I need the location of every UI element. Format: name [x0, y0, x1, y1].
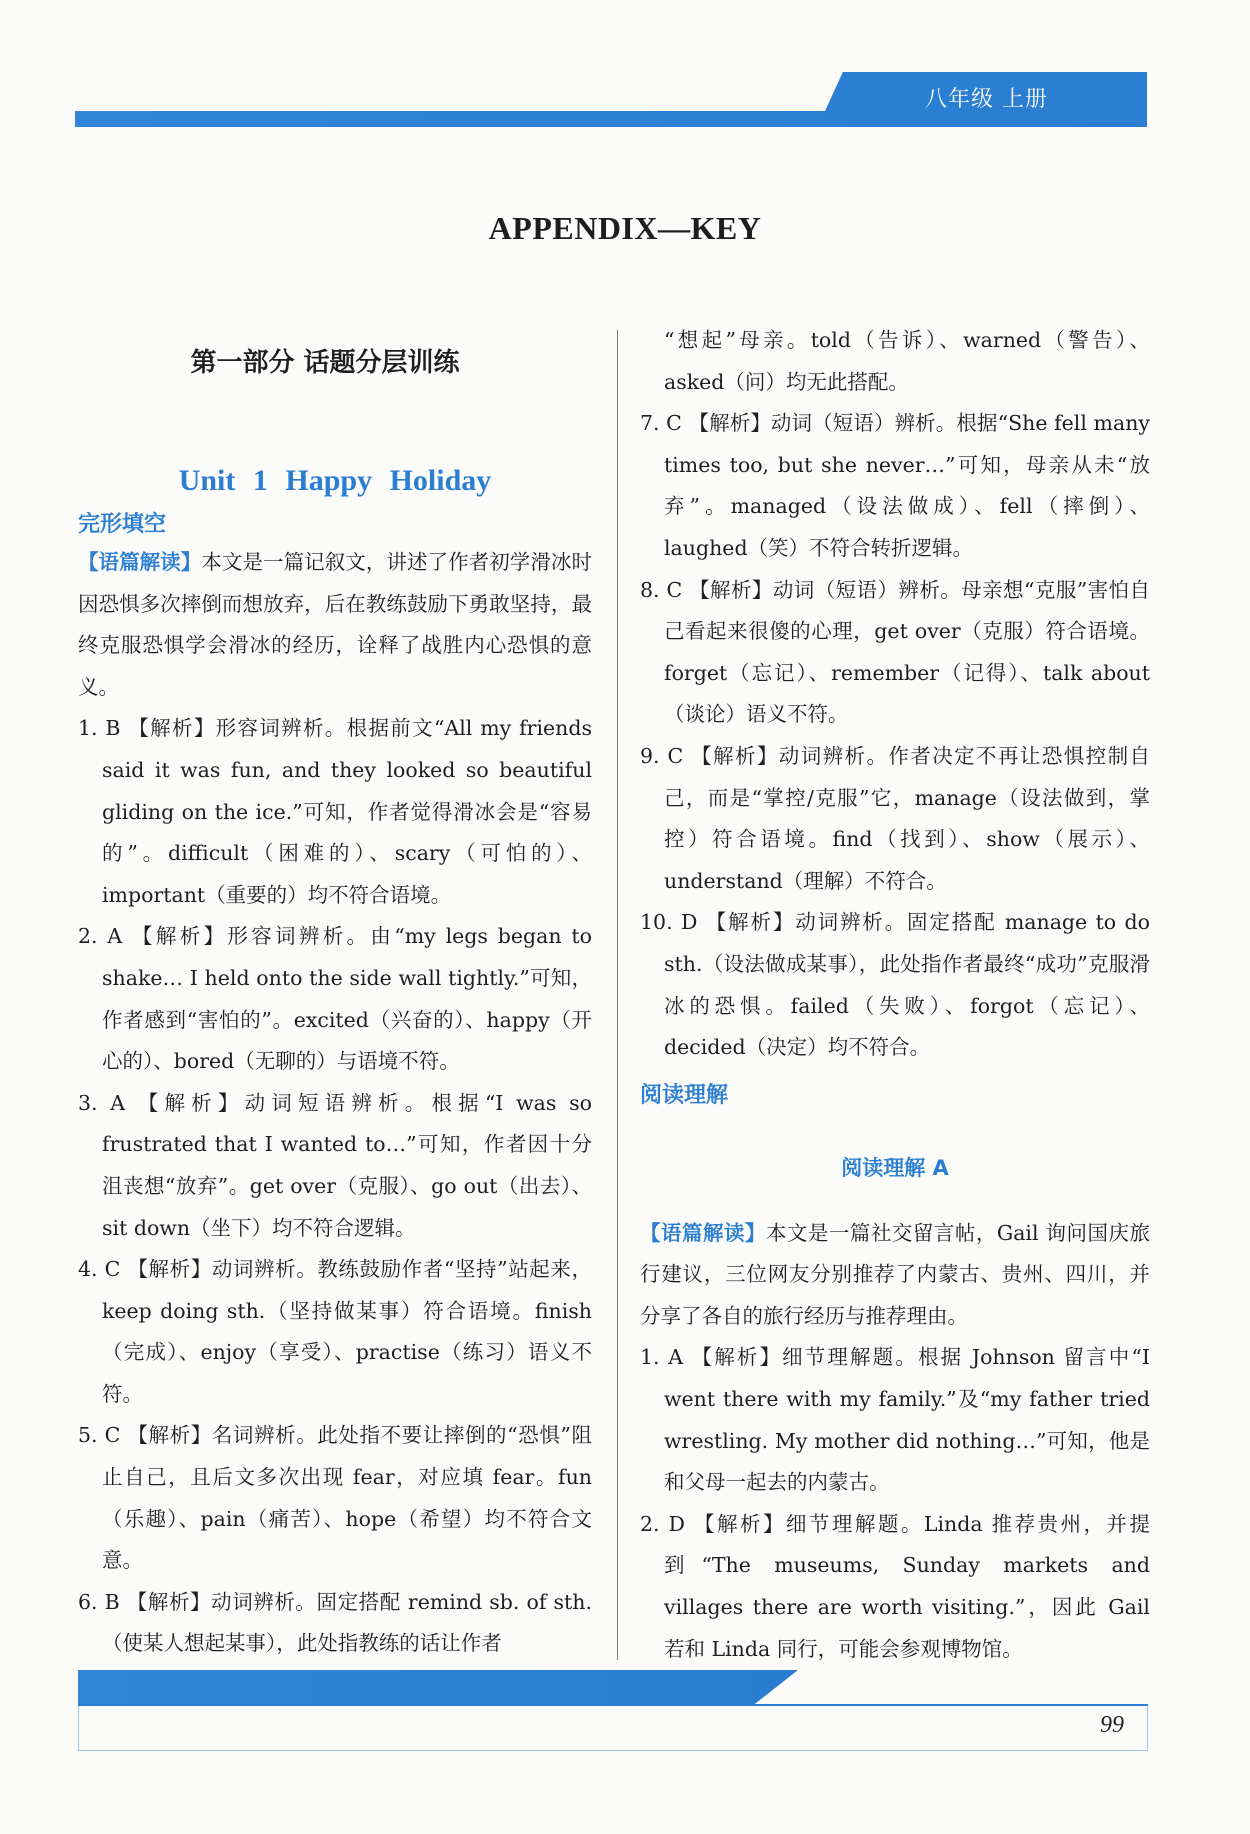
answer-item: 10. D 【解析】动词辨析。固定搭配 manage to do sth.（设法做成某事），此处指作者最终“成功”克服滑冰的恐惧。failed（失败）、forgot（忘记）、decided（决定）均不符合。 [640, 910, 1150, 1060]
unit-title: Unit 1 Happy Holiday [178, 464, 492, 497]
answer-item: 2. D 【解析】细节理解题。Linda 推荐贵州，并提到“The museums, Sunday markets and villages there are worth visiting.”，因此 Gail 若和 Linda 同行，可能会参观博物馆。 [640, 1511, 1150, 1661]
answer-item: 9. C 【解析】动词辨析。作者决定不再让恐惧控制自己，而是“掌控/克服”它，manage（设法做到，掌控）符合语境。find（找到）、show（展示）、understand（理解）不符合。 [640, 743, 1150, 893]
grade-label: 八年级 上册 [925, 87, 1048, 112]
subsection-heading-reading-a: 阅读理解 A [841, 1155, 949, 1180]
page-title: APPENDIX—KEY [488, 210, 762, 246]
footer-box [78, 1706, 1148, 1751]
left-column [78, 348, 592, 1665]
passage-intro [78, 542, 592, 708]
answer-item: 3. A 【解析】动词短语辨析。根据“I was so frustrated that I wanted to…”可知，作者因十分沮丧想“放弃”。get over（克服）、go out（出去）、sit down（坐下）均不符合逻辑。 [78, 1090, 592, 1240]
intro-tag: 【语篇解读】 [640, 1220, 766, 1245]
column-divider [617, 330, 618, 1660]
answer-item: 7. C 【解析】动词（短语）辨析。根据“She fell many times too, but she never…”可知，母亲从未“放弃”。managed（设法做成）、fell（摔倒）、laughed（笑）不符合转折逻辑。 [640, 411, 1150, 560]
intro-text: 本文是一篇记叙文，讲述了作者初学滑冰时因恐惧多次摔倒而想放弃，后在教练鼓励下勇敢坚持，最终克服恐惧学会滑冰的经历，诠释了战胜内心恐惧的意义。 [78, 550, 592, 699]
part-title: 第一部分 话题分层训练 [190, 348, 460, 378]
intro-tag: 【语篇解读】 [78, 550, 202, 574]
answer-item-continued: “想起”母亲。told（告诉）、warned（警告）、asked（问）均无此搭配。 [664, 328, 1150, 394]
answer-item: 2. A 【解析】形容词辨析。由“my legs began to shake… I held onto the side wall tightly.”可知，作者感到“害怕的”。excited（兴奋的）、happy（开心的）、bored（无聊的）与语境不符。 [78, 924, 592, 1074]
section-heading-cloze: 完形填空 [78, 512, 167, 537]
page-number: 99 [1100, 1712, 1124, 1738]
intro-text: 本文是一篇社交留言帖，Gail 询问国庆旅行建议，三位网友分别推荐了内蒙古、贵州、四川，并分享了各自的旅行经历与推荐理由。 [640, 1220, 1150, 1328]
right-column [640, 320, 1150, 1670]
answer-item: 4. C 【解析】动词辨析。教练鼓励作者“坚持”站起来，keep doing sth.（坚持做某事）符合语境。finish（完成）、enjoy（享受）、practise（练习）语义不符。 [78, 1257, 592, 1406]
answer-item: 8. C 【解析】动词（短语）辨析。母亲想“克服”害怕自己看起来很傻的心理，get over（克服）符合语境。forget（忘记）、remember（记得）、talk about（谈论）语义不符。 [640, 577, 1150, 727]
footer-band [78, 1670, 798, 1704]
passage-intro [640, 1213, 1150, 1338]
answer-item: 1. A 【解析】细节理解题。根据 Johnson 留言中“I went there with my family.”及“my father tried wrestling. My mother did nothing…”可知，他是和父母一起去的内蒙古。 [640, 1345, 1150, 1495]
section-heading-reading: 阅读理解 [640, 1082, 729, 1108]
answer-item: 5. C 【解析】名词辨析。此处指不要让摔倒的“恐惧”阻止自己，且后文多次出现 fear，对应填 fear。fun（乐趣）、pain（痛苦）、hope（希望）均不符合文意。 [78, 1423, 592, 1573]
answer-item: 1. B 【解析】形容词辨析。根据前文“All my friends said it was fun, and they looked so beautiful gliding on the ice.”可知，作者觉得滑冰会是“容易的”。difficult（困难的）、scary（可怕的）、important（重要的）均不符合语境。 [78, 716, 592, 907]
answer-item: 6. B 【解析】动词辨析。固定搭配 remind sb. of sth.（使某人想起某事），此处指教练的话让作者 [78, 1589, 592, 1656]
